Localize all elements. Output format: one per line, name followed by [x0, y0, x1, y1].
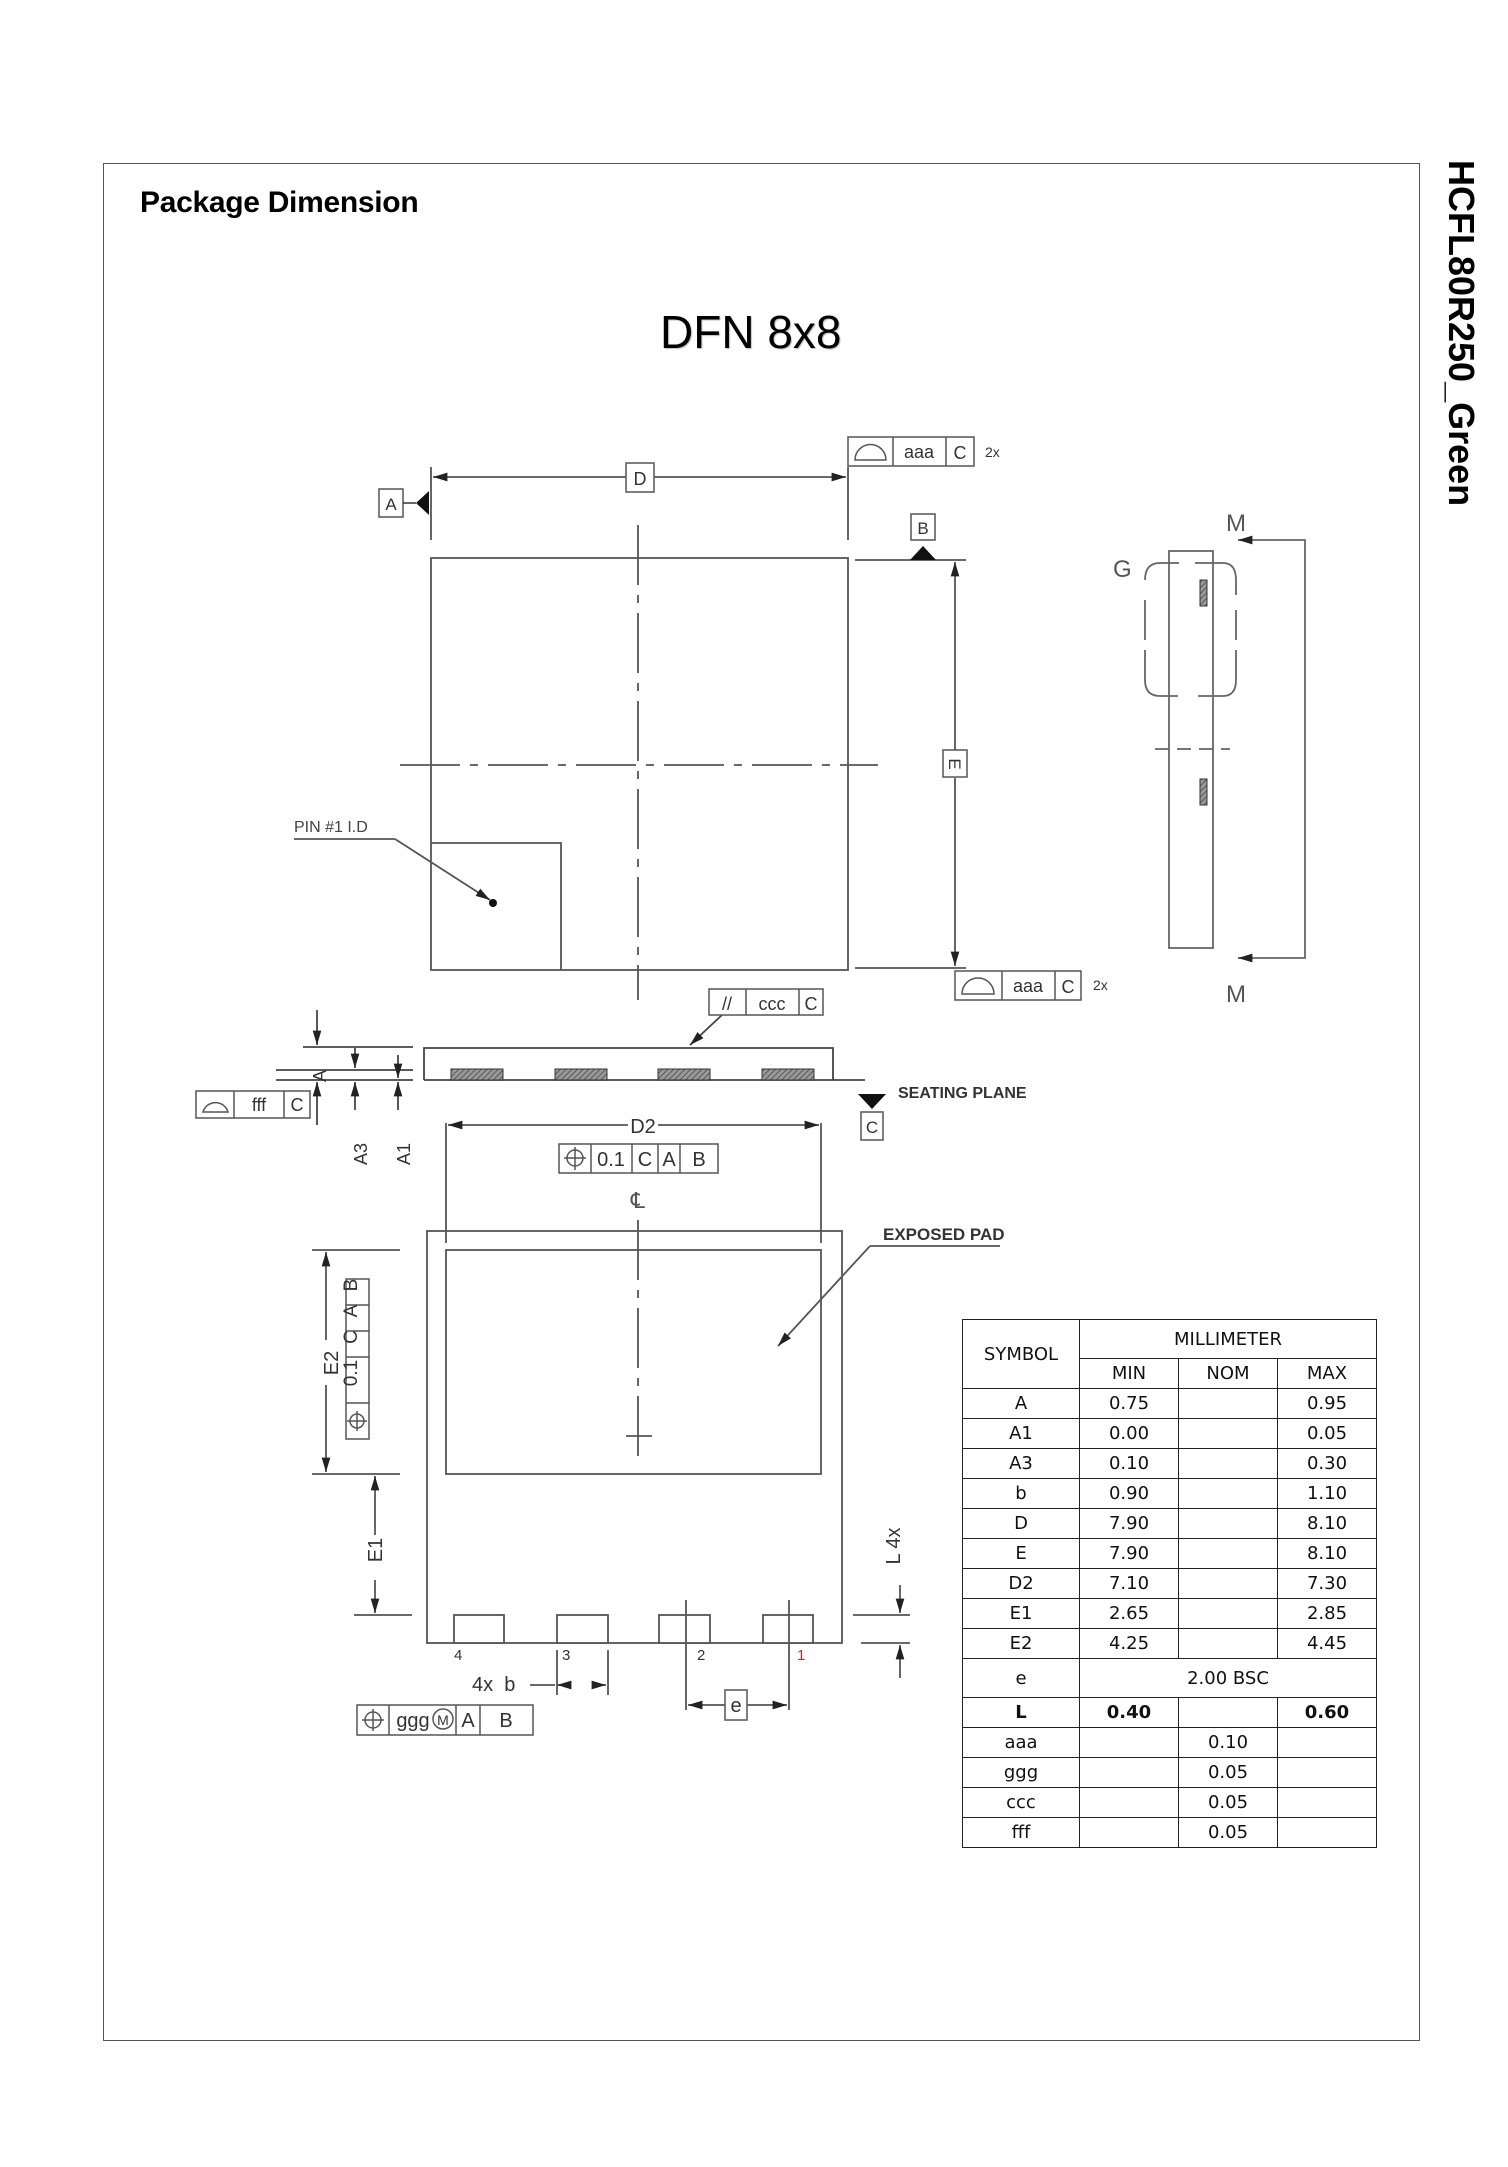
package-title: DFN 8x8 — [660, 306, 842, 358]
bottom-view — [312, 1123, 1000, 1710]
dim-e1-label: E1 — [365, 1537, 387, 1563]
section-title: Package Dimension — [140, 186, 419, 219]
svg-text:aaa: aaa — [1012, 976, 1044, 996]
table-header-nom: NOM — [1179, 1359, 1278, 1389]
dim-l-label: L 4x — [883, 1527, 905, 1565]
pin1-label: PIN #1 I.D — [294, 819, 368, 836]
svg-text:C: C — [804, 994, 818, 1014]
pin-number-2: 2 — [697, 1647, 706, 1664]
svg-text:A: A — [662, 1149, 676, 1171]
lead-hatch-upper — [1200, 580, 1207, 606]
table-row: A3 0.10 0.30 — [963, 1449, 1377, 1479]
fcf-flatness-fff — [196, 1091, 310, 1118]
detail-view — [1145, 540, 1305, 958]
table-row: D 7.90 8.10 — [963, 1509, 1377, 1539]
table-row: fff 0.05 — [963, 1818, 1377, 1848]
svg-text:e: e — [730, 1695, 742, 1717]
svg-text:C: C — [865, 1118, 879, 1137]
lead-hatch-lower — [1200, 779, 1207, 805]
svg-text:D: D — [633, 469, 647, 489]
table-row: L 0.40 0.60 — [963, 1698, 1377, 1728]
table-row: aaa 0.10 — [963, 1728, 1377, 1758]
svg-text:0.1: 0.1 — [597, 1149, 625, 1171]
svg-text:2x: 2x — [985, 444, 1000, 460]
seating-plane-marker — [858, 1094, 886, 1109]
svg-text:C: C — [953, 443, 967, 463]
pin1-corner — [431, 843, 561, 970]
side-view — [276, 1010, 865, 1125]
svg-text:ccc: ccc — [758, 994, 786, 1014]
dim-b-label: 4x b — [472, 1674, 516, 1696]
detail-label-g: G — [1113, 556, 1132, 583]
fcf-ggg-position — [357, 1705, 533, 1735]
table-row: D2 7.10 7.30 — [963, 1569, 1377, 1599]
dim-e2-label: E2 — [321, 1350, 343, 1376]
datum-c — [861, 1112, 883, 1140]
table-row: A 0.75 0.95 — [963, 1389, 1377, 1419]
table-row: E 7.90 8.10 — [963, 1539, 1377, 1569]
pin-number-1: 1 — [797, 1647, 806, 1664]
svg-text:2x: 2x — [1093, 977, 1108, 993]
side-view-leads — [451, 1069, 814, 1080]
side-title-text: HCFL80R250_Green — [1441, 160, 1482, 507]
svg-text:B: B — [499, 1710, 513, 1732]
table-header-unit: MILLIMETER — [1080, 1320, 1377, 1359]
table-header-min: MIN — [1080, 1359, 1179, 1389]
svg-text:B: B — [917, 519, 929, 538]
dim-a-label: A — [310, 1069, 330, 1083]
table-header-max: MAX — [1278, 1359, 1377, 1389]
table-row: ggg 0.05 — [963, 1758, 1377, 1788]
svg-text:C: C — [1061, 977, 1075, 997]
svg-text:A: A — [461, 1710, 475, 1732]
pin-number-3: 3 — [562, 1647, 571, 1664]
exposed-pad-outline — [446, 1250, 821, 1474]
dim-a1-label: A1 — [394, 1142, 414, 1166]
svg-text:fff: fff — [251, 1095, 267, 1115]
top-view — [294, 467, 966, 1000]
svg-text:M: M — [437, 1712, 449, 1728]
side-lead-4 — [451, 1069, 503, 1080]
svg-text:ggg: ggg — [396, 1710, 430, 1732]
svg-text:E: E — [945, 758, 964, 770]
package-body-top — [431, 558, 848, 970]
datum-b — [910, 514, 936, 560]
table-row: ccc 0.05 — [963, 1788, 1377, 1818]
centerline-symbol: ℄ — [630, 1188, 646, 1213]
section-label-m-top: M — [1226, 510, 1246, 537]
svg-text:0.1: 0.1 — [341, 1359, 362, 1387]
fcf-parallel-ccc — [709, 989, 823, 1015]
table-row: A1 0.00 0.05 — [963, 1419, 1377, 1449]
dim-e-label — [943, 750, 967, 777]
svg-text:aaa: aaa — [903, 442, 935, 462]
svg-text:C: C — [341, 1330, 362, 1344]
seating-plane-label: SEATING PLANE — [898, 1085, 1027, 1102]
pin1-dot — [489, 899, 497, 907]
dimension-table — [962, 1319, 1377, 1848]
dim-a3-label: A3 — [351, 1142, 371, 1166]
fcf-top-aaa — [848, 437, 1000, 466]
svg-text:C: C — [637, 1149, 653, 1171]
section-label-m-bottom: M — [1226, 981, 1246, 1008]
table-row: e 2.00 BSC — [963, 1659, 1377, 1698]
datum-a — [379, 489, 429, 517]
svg-text://: // — [721, 994, 733, 1014]
table-row: E1 2.65 2.85 — [963, 1599, 1377, 1629]
package-body-bottom — [427, 1231, 842, 1643]
fcf-d2-position — [559, 1144, 718, 1173]
pin-number-4: 4 — [454, 1647, 463, 1664]
table-row: b 0.90 1.10 — [963, 1479, 1377, 1509]
dim-d2-label: D2 — [630, 1116, 656, 1138]
svg-text:C: C — [290, 1095, 304, 1115]
svg-text:A: A — [385, 495, 397, 514]
svg-text:B: B — [341, 1278, 362, 1292]
svg-text:B: B — [692, 1149, 706, 1171]
dim-d-label — [626, 463, 654, 492]
fcf-e2-position — [341, 1279, 369, 1439]
exposed-pad-label: EXPOSED PAD — [883, 1225, 1005, 1244]
dim-e-pitch-label — [725, 1690, 747, 1720]
table-header-symbol: SYMBOL — [963, 1320, 1080, 1389]
fcf-bottom-aaa — [955, 971, 1108, 1000]
table-row: E2 4.25 4.45 — [963, 1629, 1377, 1659]
svg-text:A: A — [341, 1304, 362, 1318]
